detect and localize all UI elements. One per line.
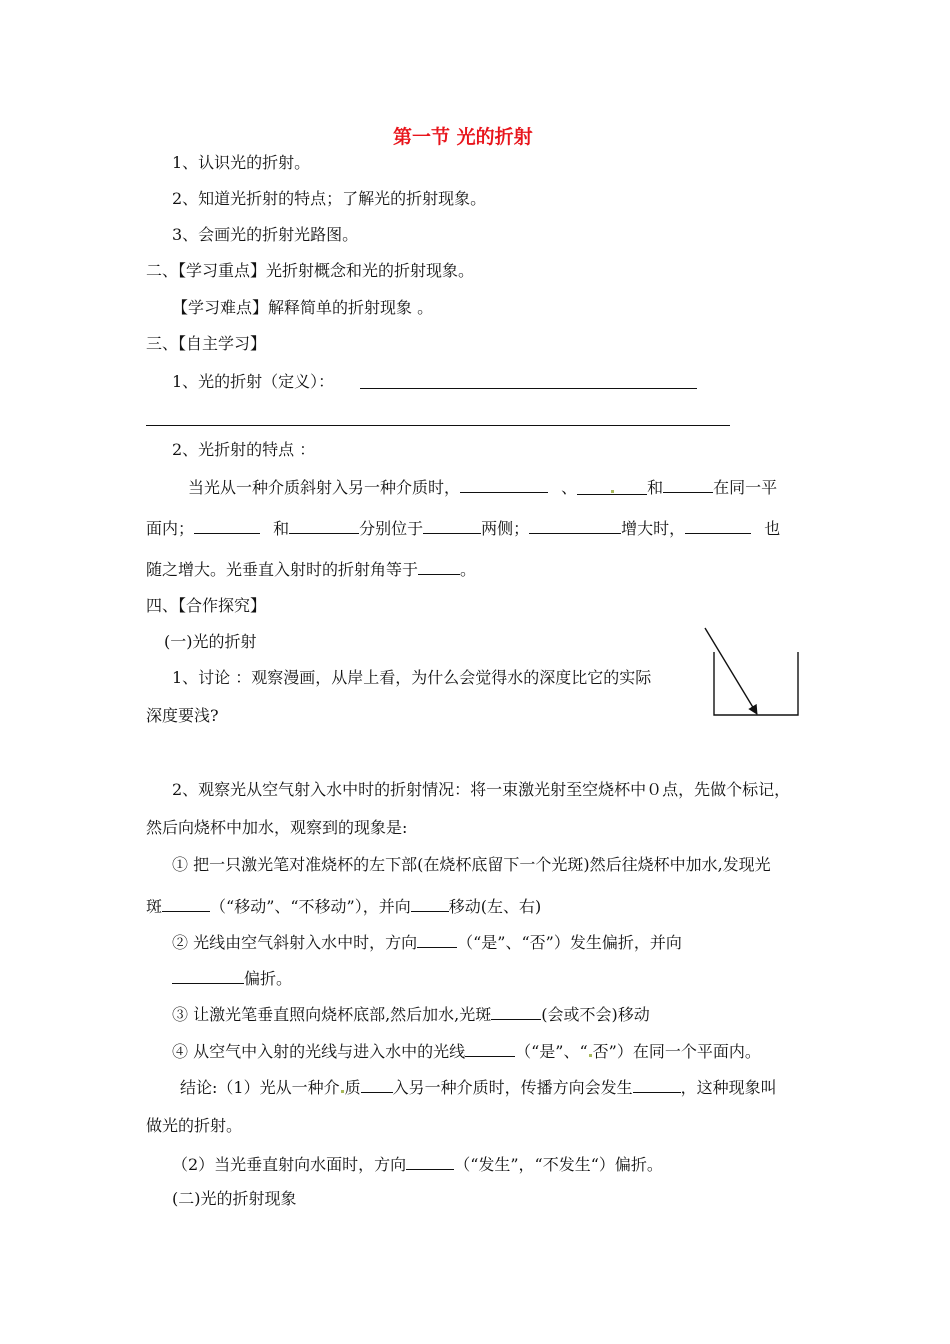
speck-dot — [611, 490, 614, 493]
conclusion-line-1 — [180, 1076, 777, 1098]
features-text: 。 — [460, 560, 477, 579]
item-text: （“移动”、“不移动”），并向 — [210, 897, 411, 916]
item-text: ③ 让激光笔垂直照向烧杯底部,然后加水,光斑 — [172, 1005, 492, 1024]
fill-blank[interactable] — [411, 895, 449, 912]
features-text: 两侧； — [481, 519, 530, 538]
key-point-prefix: 二、【学习重点】 — [146, 261, 267, 280]
fill-blank[interactable] — [491, 1003, 541, 1020]
features-text: 在同一平 — [713, 478, 778, 497]
conclusion-line-2: 做光的折射。 — [146, 1116, 243, 1135]
speck-dot — [341, 1090, 344, 1093]
item-2-line-2 — [172, 967, 292, 989]
fill-blank[interactable] — [465, 1040, 515, 1057]
observe-line-2: 然后向烧杯中加水，观察到的现象是: — [146, 818, 408, 837]
discuss-line-1: 1、讨论 ：观察漫画，从岸上看，为什么会觉得水的深度比它的实际 — [172, 668, 652, 687]
fill-blank[interactable] — [577, 478, 647, 495]
fill-blank[interactable] — [460, 476, 548, 493]
item-text: 否”）在同一个平面内。 — [592, 1042, 761, 1061]
features-line-3 — [146, 558, 476, 580]
conclusion-line-3 — [172, 1153, 663, 1175]
fill-blank[interactable] — [162, 895, 210, 912]
item-text: （“是”、“否”）发生偏折，并向 — [457, 933, 682, 952]
fill-blank[interactable] — [685, 517, 751, 534]
features-line-1 — [188, 476, 777, 498]
fill-blank[interactable] — [406, 1153, 454, 1170]
item-text: ② 光线由空气斜射入水中时，方向 — [172, 933, 418, 952]
features-text: 也 — [764, 519, 781, 538]
item-text: 移动(左、右) — [448, 897, 542, 916]
fill-blank[interactable] — [663, 476, 713, 493]
objective-3: 3、会画光的折射光路图。 — [172, 225, 359, 244]
section-3-heading: 三、【自主学习】 — [146, 334, 267, 353]
definition-blank-2[interactable] — [146, 425, 730, 426]
definition-blank-1[interactable] — [360, 388, 697, 389]
key-point-text: 光折射概念和光的折射现象。 — [266, 261, 475, 280]
fill-blank[interactable] — [194, 517, 260, 534]
item-text: 斑 — [146, 897, 163, 916]
item-text: （“是”、“ — [515, 1042, 588, 1061]
fill-blank[interactable] — [289, 517, 359, 534]
item-text: 偏折。 — [244, 969, 293, 988]
difficulty — [172, 298, 433, 318]
difficulty-text: 解释简单的折射现象 。 — [268, 298, 434, 317]
conclusion-text: 入另一种介质时，传播方向会发生 — [392, 1078, 633, 1097]
observe-line-1: 2、观察光从空气射入水中时的折射情况：将一束激光射至空烧杯中０点，先做个标记， — [172, 780, 791, 799]
features-text: 面内； — [146, 519, 195, 538]
fill-blank[interactable] — [172, 967, 244, 984]
fill-blank[interactable] — [529, 517, 621, 534]
item-1-line-2 — [146, 895, 541, 917]
fill-blank[interactable] — [633, 1076, 681, 1093]
fill-blank[interactable] — [418, 558, 460, 575]
features-line-2 — [146, 517, 780, 539]
section-4-heading: 四、【合作探究】 — [146, 596, 267, 615]
fill-blank[interactable] — [361, 1076, 393, 1093]
conclusion-text: （“发生”，“不发生“）偏折。 — [454, 1155, 663, 1174]
subsection-1-heading: (一)光的折射 — [164, 632, 257, 651]
item-2-line-1 — [172, 931, 682, 953]
objective-2: 2、知道光折射的特点；了解光的折射现象。 — [172, 189, 487, 208]
beaker-refraction-diagram — [700, 624, 808, 724]
features-text: 随之增大。光垂直入射时的折射角等于 — [146, 560, 419, 579]
objective-1: 1、认识光的折射。 — [172, 153, 311, 172]
features-text: 、 — [561, 478, 578, 497]
item-text: ④ 从空气中入射的光线与进入水中的光线 — [172, 1042, 466, 1061]
definition-label: 1、光的折射（定义）： — [172, 372, 335, 391]
conclusion-text: （2）当光垂直射向水面时，方向 — [172, 1155, 407, 1174]
speck-dot — [589, 1054, 592, 1057]
features-text: 和 — [647, 478, 664, 497]
discuss-line-2: 深度要浅? — [146, 706, 219, 725]
features-text: 分别位于 — [359, 519, 424, 538]
features-label: 2、光折射的特点 ： — [172, 440, 316, 459]
subsection-2-heading: (二)光的折射现象 — [172, 1189, 297, 1208]
item-3 — [172, 1003, 650, 1025]
conclusion-text: ，这种现象叫 — [680, 1078, 777, 1097]
item-text: (会或不会)移动 — [541, 1005, 650, 1024]
page-title: 第一节 光的折射 — [393, 126, 533, 148]
difficulty-prefix: 【学习难点】 — [172, 298, 269, 317]
fill-blank[interactable] — [423, 517, 481, 534]
key-point — [146, 261, 474, 281]
features-text: 增大时， — [621, 519, 686, 538]
conclusion-text: 质 — [344, 1078, 361, 1097]
features-text: 和 — [273, 519, 290, 538]
features-text: 当光从一种介质斜射入另一种介质时， — [188, 478, 461, 497]
fill-blank[interactable] — [417, 931, 457, 948]
item-1-line-1: ① 把一只激光笔对准烧杯的左下部(在烧杯底留下一个光斑)然后往烧杯中加水,发现光 — [172, 855, 771, 874]
conclusion-text: 结论:（1）光从一种介 — [180, 1078, 340, 1097]
item-4 — [172, 1040, 761, 1062]
